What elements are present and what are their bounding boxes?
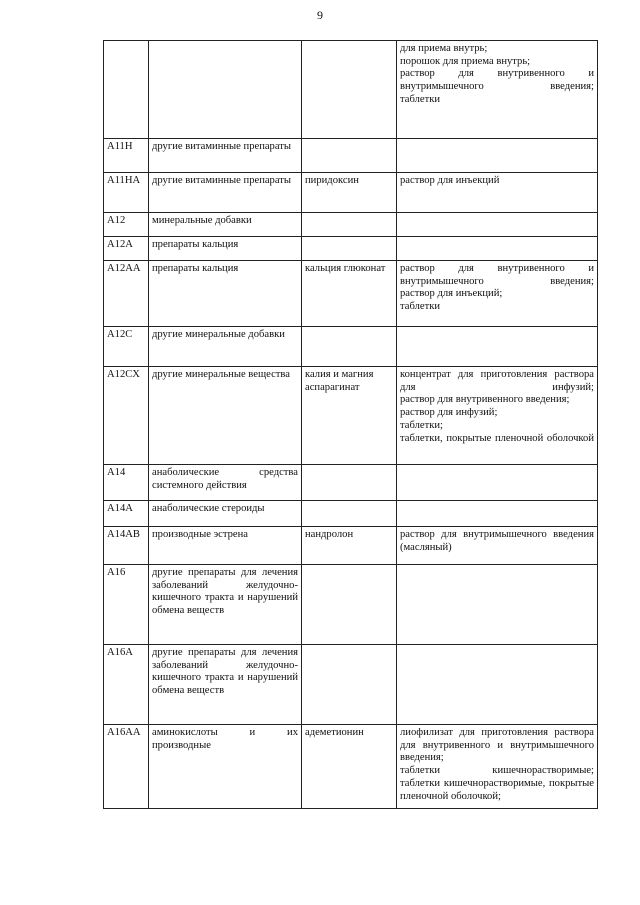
dosage-form-cell: [397, 645, 598, 725]
dosage-form-line: для приема внутрь;: [400, 43, 488, 54]
dosage-form-line: раствор для внутривенного и внутримышечного введения;: [400, 263, 594, 287]
table-row: [104, 367, 598, 465]
dosage-form-cell: [397, 173, 598, 213]
group-cell: препараты кальция: [149, 261, 302, 327]
group-cell: анаболические стероиды: [149, 501, 302, 527]
drug-name-cell: пиридоксин: [302, 173, 397, 213]
drug-name-cell: [302, 501, 397, 527]
atc-code-cell: A12A: [104, 237, 149, 261]
group-cell: аминокислоты и их производные: [149, 725, 302, 809]
table-row: [104, 41, 598, 139]
group-cell: другие препараты для лечения заболеваний желудочно-кишечного тракта и нарушений обмена веществ: [149, 645, 302, 725]
dosage-form-line: раствор для инъекций: [400, 175, 500, 186]
group-cell: другие витаминные препараты: [149, 139, 302, 173]
drug-name-cell: [302, 41, 397, 139]
atc-code-cell: A12C: [104, 327, 149, 367]
atc-code-cell: A16AA: [104, 725, 149, 809]
dosage-form-cell: [397, 261, 598, 327]
dosage-form-line: таблетки, покрытые пленочной оболочкой: [400, 432, 594, 444]
table-body: [104, 41, 598, 809]
table-row: [104, 565, 598, 645]
dosage-form-cell: [397, 327, 598, 367]
drug-name-cell: адеметионин: [302, 725, 397, 809]
group-cell: [149, 41, 302, 139]
dosage-form-cell: [397, 501, 598, 527]
atc-code-cell: A14: [104, 465, 149, 501]
dosage-form-cell: [397, 465, 598, 501]
drug-name-cell: [302, 465, 397, 501]
table-row: [104, 237, 598, 261]
group-cell: препараты кальция: [149, 237, 302, 261]
dosage-form-line: раствор для внутривенного и внутримышечного введения;: [400, 68, 594, 93]
group-cell: анаболические средства системного действия: [149, 465, 302, 501]
dosage-form-line: таблетки: [400, 93, 441, 105]
dosage-form-line: таблетки кишечнорастворимые;: [400, 765, 594, 777]
group-cell: другие препараты для лечения заболеваний желудочно-кишечного тракта и нарушений обмена веществ: [149, 565, 302, 645]
group-cell: минеральные добавки: [149, 213, 302, 237]
drug-name-cell: кальция глюконат: [302, 261, 397, 327]
dosage-form-cell: [397, 213, 598, 237]
drug-name-cell: [302, 565, 397, 645]
drug-table: [103, 40, 598, 809]
table-row: [104, 173, 598, 213]
group-cell: другие минеральные добавки: [149, 327, 302, 367]
dosage-form-line: концентрат для приготовления раствора для инфузий;: [400, 369, 594, 393]
dosage-form-line: порошок для приема внутрь;: [400, 55, 531, 67]
group-cell: производные эстрена: [149, 527, 302, 565]
drug-name-cell: [302, 213, 397, 237]
drug-name-cell: [302, 327, 397, 367]
atc-code-cell: A14A: [104, 501, 149, 527]
dosage-form-cell: [397, 725, 598, 809]
atc-code-cell: A11H: [104, 139, 149, 173]
table-row: [104, 645, 598, 725]
dosage-form-line: таблетки кишечнорастворимые, покрытые пленочной оболочкой;: [400, 777, 594, 802]
table-row: [104, 213, 598, 237]
drug-name-cell: калия и магния аспарагинат: [302, 367, 397, 465]
drug-name-cell: [302, 139, 397, 173]
dosage-form-cell: [397, 41, 598, 139]
dosage-form-line: лиофилизат для приготовления раствора для внутривенного и внутримышечного введения;: [400, 727, 594, 764]
dosage-form-line: раствор для внутримышечного введения (масляный): [400, 529, 594, 553]
dosage-form-line: таблетки: [400, 301, 441, 313]
dosage-form-cell: [397, 139, 598, 173]
atc-code-cell: [104, 41, 149, 139]
drug-name-cell: [302, 645, 397, 725]
dosage-form-line: раствор для инфузий;: [400, 407, 498, 419]
atc-code-cell: A14AB: [104, 527, 149, 565]
dosage-form-cell: [397, 565, 598, 645]
table-row: [104, 527, 598, 565]
dosage-form-line: таблетки;: [400, 419, 443, 431]
table-row: [104, 261, 598, 327]
group-cell: другие витаминные препараты: [149, 173, 302, 213]
dosage-form-line: раствор для инъекций;: [400, 288, 503, 300]
atc-code-cell: A12AA: [104, 261, 149, 327]
atc-code-cell: A11HA: [104, 173, 149, 213]
table-row: [104, 327, 598, 367]
table-row: [104, 725, 598, 809]
atc-code-cell: A12: [104, 213, 149, 237]
dosage-form-cell: [397, 527, 598, 565]
dosage-form-cell: [397, 237, 598, 261]
table-row: [104, 465, 598, 501]
drug-name-cell: нандролон: [302, 527, 397, 565]
table-row: [104, 501, 598, 527]
atc-code-cell: A16: [104, 565, 149, 645]
dosage-form-cell: [397, 367, 598, 465]
atc-code-cell: A16A: [104, 645, 149, 725]
dosage-form-line: раствор для внутривенного введения;: [400, 394, 570, 406]
page-number: 9: [317, 8, 323, 22]
atc-code-cell: A12CX: [104, 367, 149, 465]
table-row: [104, 139, 598, 173]
drug-name-cell: [302, 237, 397, 261]
group-cell: другие минеральные вещества: [149, 367, 302, 465]
